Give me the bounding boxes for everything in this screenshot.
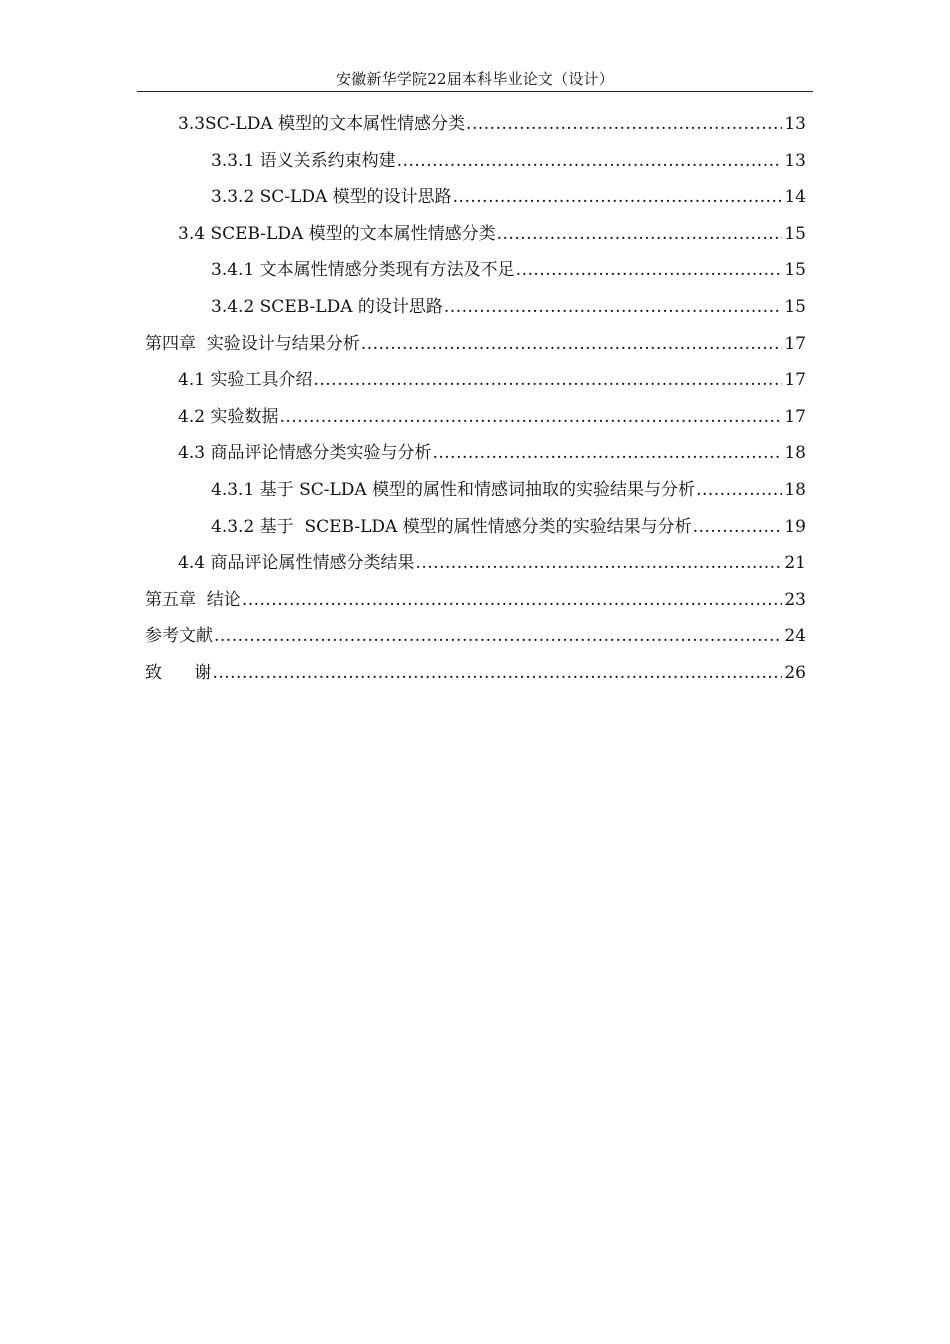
toc-entry-page-number: 26 (784, 663, 806, 683)
toc-entry-page-number: 18 (784, 443, 806, 464)
toc-entry[interactable] (145, 330, 806, 358)
toc-entry-page-number: 24 (784, 626, 806, 647)
toc-leader-dots (693, 513, 783, 541)
toc-entry-title: 4.3.2 基于 SCEB-LDA 模型的属性情感分类的实验结果与分析 (211, 516, 692, 537)
toc-leader-dots (214, 622, 782, 650)
toc-entry-page-number: 17 (784, 406, 806, 427)
toc-entry-title: 4.2 实验数据 (178, 406, 279, 427)
toc-entry[interactable] (145, 586, 806, 614)
toc-entry-page-number: 19 (784, 516, 806, 537)
page-header (137, 66, 813, 92)
toc-entry-title: 4.4 商品评论属性情感分类结果 (178, 553, 415, 574)
toc-entry-title: 4.3.1 基于 SC-LDA 模型的属性和情感词抽取的实验结果与分析 (211, 480, 696, 500)
toc-entry[interactable] (211, 293, 806, 321)
toc-entry-title: 4.1 实验工具介绍 (178, 370, 313, 391)
toc-leader-dots (279, 403, 782, 431)
toc-leader-dots (497, 220, 783, 248)
toc-entry-title: 3.3.1 语义关系约束构建 (211, 150, 396, 171)
toc-entry[interactable] (211, 256, 806, 284)
toc-leader-dots (453, 183, 783, 211)
toc-entry-title: 第五章 结论 (145, 589, 241, 610)
toc-leader-dots (212, 659, 782, 687)
toc-entry-page-number: 14 (784, 187, 806, 208)
toc-entry-page-number: 15 (784, 223, 806, 244)
toc-leader-dots (466, 110, 782, 138)
toc-leader-dots (313, 366, 782, 394)
toc-entry[interactable] (145, 659, 806, 687)
toc-entry[interactable] (178, 220, 806, 248)
toc-entry-title: 3.3.2 SC-LDA 模型的设计思路 (211, 187, 452, 208)
toc-entry[interactable] (211, 476, 806, 504)
toc-leader-dots (444, 293, 782, 321)
toc-entry-page-number: 17 (784, 370, 806, 391)
toc-entry-title: 3.3SC-LDA 模型的文本属性情感分类 (178, 114, 466, 134)
toc-entry-title: 致 谢 (145, 663, 212, 683)
toc-leader-dots (242, 586, 783, 614)
toc-entry[interactable] (145, 622, 806, 650)
toc-entry-page-number: 15 (784, 260, 806, 281)
toc-entry-title: 3.4.2 SCEB-LDA 的设计思路 (211, 297, 443, 317)
toc-entry[interactable] (178, 403, 806, 431)
toc-entry[interactable] (211, 183, 806, 211)
toc-leader-dots (516, 256, 783, 284)
toc-entry[interactable] (211, 147, 806, 175)
toc-entry-page-number: 13 (784, 114, 806, 134)
toc-entry-page-number: 18 (784, 480, 806, 500)
toc-leader-dots (397, 147, 783, 175)
toc-entry-title: 4.3 商品评论情感分类实验与分析 (178, 443, 432, 464)
toc-entry[interactable] (211, 513, 806, 541)
toc-leader-dots (432, 439, 782, 467)
toc-leader-dots (696, 476, 782, 504)
toc-entry[interactable] (178, 110, 806, 138)
toc-leader-dots (415, 549, 782, 577)
toc-entry-title: 第四章 实验设计与结果分析 (145, 333, 360, 354)
toc-entry-title: 3.4.1 文本属性情感分类现有方法及不足 (211, 260, 515, 281)
toc-entry-page-number: 21 (784, 553, 806, 574)
toc-entry[interactable] (178, 439, 806, 467)
toc-entry-title: 参考文献 (145, 626, 213, 647)
toc-entry-page-number: 23 (784, 589, 806, 610)
toc-entry-page-number: 17 (784, 333, 806, 354)
toc-entry[interactable] (178, 549, 806, 577)
page-header-title: 安徽新华学院22届本科毕业论文（设计） (336, 70, 614, 88)
toc-entry-page-number: 15 (784, 297, 806, 317)
toc-entry-page-number: 13 (784, 150, 806, 171)
toc-entry[interactable] (178, 366, 806, 394)
toc-leader-dots (361, 330, 783, 358)
toc-entry-title: 3.4 SCEB-LDA 模型的文本属性情感分类 (178, 223, 496, 244)
